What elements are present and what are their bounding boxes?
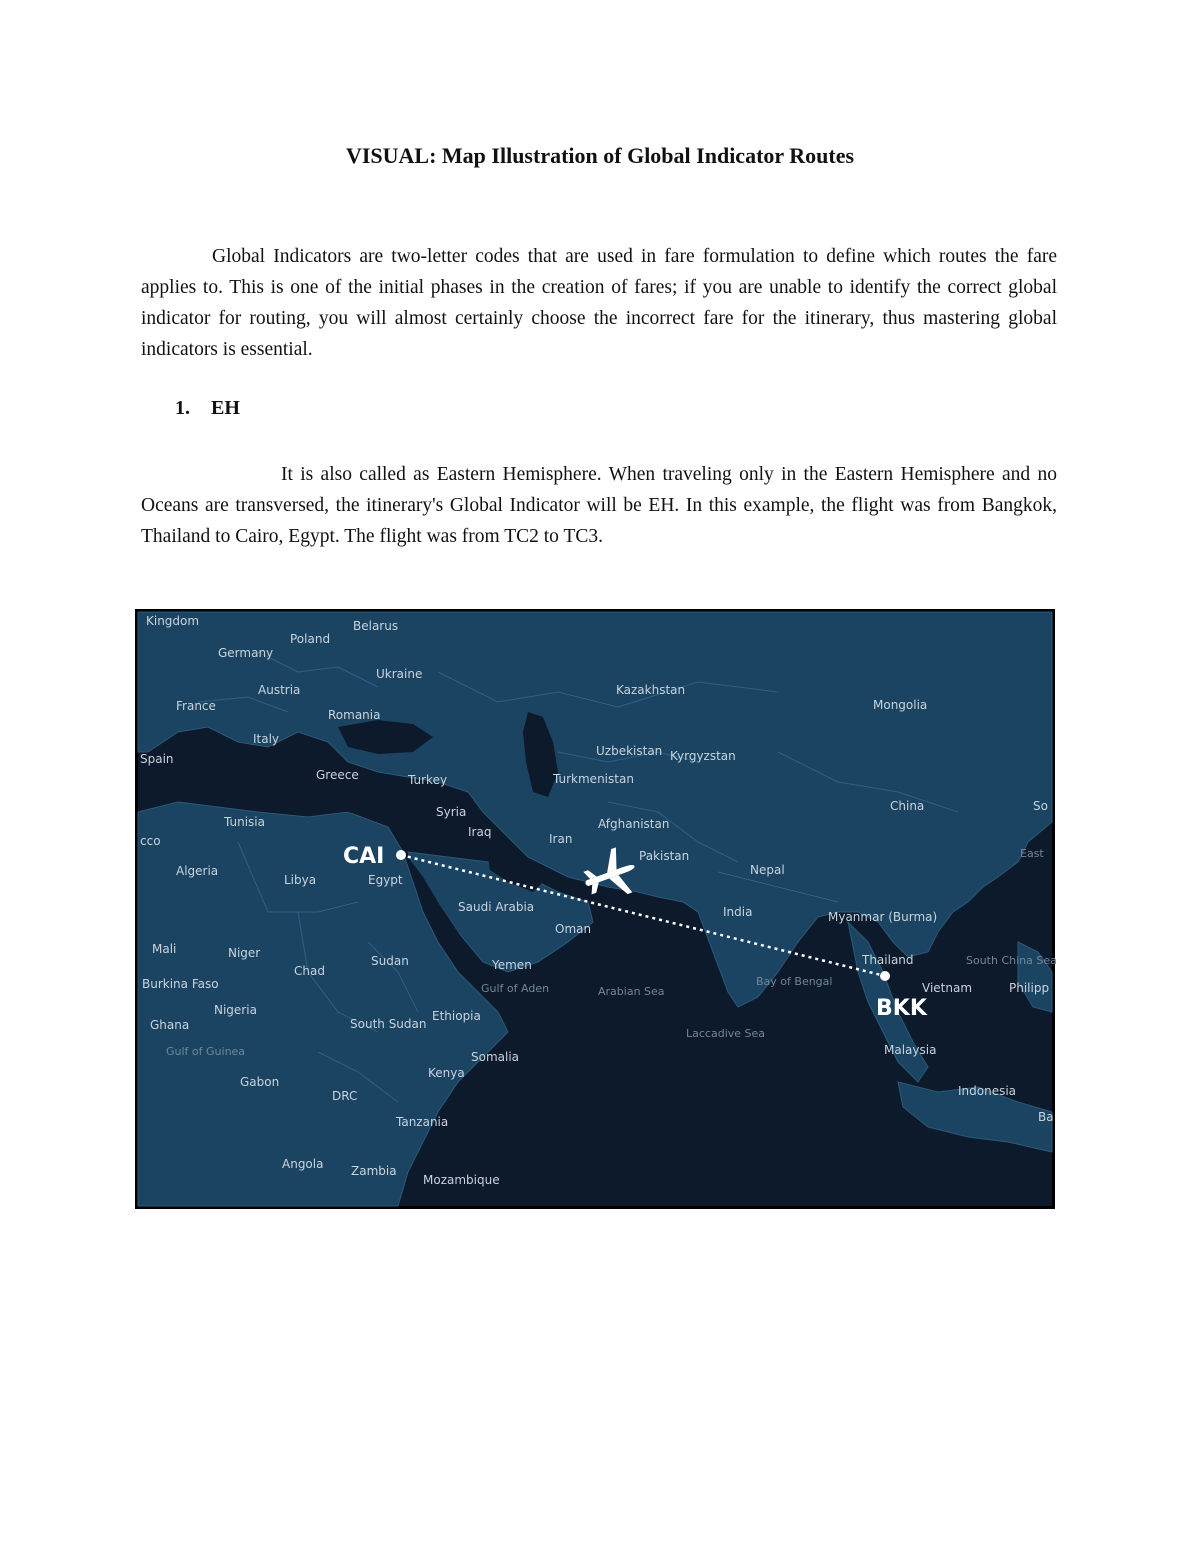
label-niger: Niger — [228, 946, 261, 960]
intro-paragraph: Global Indicators are two-letter codes that are used in fare formulation to define which routes the fare applies to. This is one of the initial phases in the creation of fares; if you are unable to identify the correct global indicator for routing, you will almost certainly choose the incorrect fare for the itinerary, thus mastering global indicators is essential. — [141, 246, 1057, 360]
label-gabon: Gabon — [240, 1075, 280, 1089]
label-gulf-of-guinea: Gulf of Guinea — [166, 1045, 246, 1058]
label-mali: Mali — [152, 942, 177, 956]
label-east: East — [1020, 847, 1044, 860]
label-egypt: Egypt — [368, 873, 403, 887]
label-south-china-sea: South China Sea — [966, 954, 1057, 967]
label-spain: Spain — [140, 752, 174, 766]
label-myanmar: Myanmar (Burma) — [828, 910, 938, 924]
label-algeria: Algeria — [176, 864, 219, 878]
label-thailand: Thailand — [862, 953, 914, 967]
route-map — [135, 609, 1055, 1209]
map-svg — [138, 612, 1057, 1206]
label-belarus: Belarus — [353, 619, 399, 633]
eh-paragraph: It is also called as Eastern Hemisphere. When traveling only in the Eastern Hemisphere and no Oceans are transversed, the itinerary's Global Indicator will be EH. In this example, the flight was from Bangkok, Thailand to Cairo, Egypt. The flight was from TC2 to TC3. — [141, 464, 1057, 547]
label-nepal: Nepal — [750, 863, 785, 877]
label-afghanistan: Afghanistan — [598, 817, 670, 831]
label-germany: Germany — [218, 646, 274, 660]
label-gulf-of-aden: Gulf of Aden — [481, 982, 550, 995]
east-islands-land — [1018, 942, 1052, 1012]
label-ethiopia: Ethiopia — [432, 1009, 481, 1023]
label-syria: Syria — [436, 805, 467, 819]
label-yemen: Yemen — [492, 958, 532, 972]
label-tunisia: Tunisia — [224, 815, 265, 829]
label-oman: Oman — [555, 922, 592, 936]
section-number: 1. — [175, 397, 190, 419]
label-sudan: Sudan — [371, 954, 409, 968]
label-kingdom: Kingdom — [146, 614, 200, 628]
label-kenya: Kenya — [428, 1066, 465, 1080]
destination-marker — [880, 971, 890, 981]
label-mozambique: Mozambique — [423, 1173, 500, 1187]
label-ukraine: Ukraine — [376, 667, 423, 681]
label-burkina-faso: Burkina Faso — [142, 977, 219, 991]
label-south-sudan: South Sudan — [350, 1017, 427, 1031]
label-pakistan: Pakistan — [639, 849, 690, 863]
label-poland: Poland — [290, 632, 331, 646]
label-iraq: Iraq — [468, 825, 492, 839]
label-kazakhstan: Kazakhstan — [616, 683, 686, 697]
label-chad: Chad — [294, 964, 325, 978]
label-italy: Italy — [253, 732, 280, 746]
label-vietnam: Vietnam — [922, 981, 973, 995]
label-laccadive-sea: Laccadive Sea — [686, 1027, 766, 1040]
label-malaysia: Malaysia — [884, 1043, 937, 1057]
section-heading — [175, 397, 240, 420]
origin-marker — [396, 850, 406, 860]
label-iran: Iran — [549, 832, 573, 846]
label-kyrgyzstan: Kyrgyzstan — [670, 749, 736, 763]
label-saudi-arabia: Saudi Arabia — [458, 900, 535, 914]
label-turkmenistan: Turkmenistan — [553, 772, 634, 786]
label-angola: Angola — [282, 1157, 324, 1171]
label-indonesia: Indonesia — [958, 1084, 1017, 1098]
label-ba: Ba — [1038, 1110, 1054, 1124]
label-somalia: Somalia — [471, 1050, 520, 1064]
label-libya: Libya — [284, 873, 317, 887]
label-uzbekistan: Uzbekistan — [596, 744, 663, 758]
label-romania: Romania — [328, 708, 381, 722]
label-nigeria: Nigeria — [214, 1003, 257, 1017]
label-greece: Greece — [316, 768, 359, 782]
label-mongolia: Mongolia — [873, 698, 928, 712]
label-zambia: Zambia — [351, 1164, 397, 1178]
section-title: EH — [211, 397, 240, 419]
label-cco: cco — [140, 834, 161, 848]
label-philipp: Philipp — [1009, 981, 1050, 995]
label-france: France — [176, 699, 216, 713]
label-drc: DRC — [332, 1089, 358, 1103]
label-austria: Austria — [258, 683, 301, 697]
origin-code: CAI — [343, 844, 385, 869]
label-bay-of-bengal: Bay of Bengal — [756, 975, 833, 988]
label-china: China — [890, 799, 925, 813]
destination-code: BKK — [876, 996, 927, 1021]
label-india: India — [723, 905, 753, 919]
label-so: So — [1033, 799, 1048, 813]
label-ghana: Ghana — [150, 1018, 190, 1032]
label-arabian-sea: Arabian Sea — [598, 985, 665, 998]
label-tanzania: Tanzania — [396, 1115, 449, 1129]
label-turkey: Turkey — [408, 773, 448, 787]
page-title: VISUAL: Map Illustration of Global Indicator Routes — [345, 143, 855, 168]
